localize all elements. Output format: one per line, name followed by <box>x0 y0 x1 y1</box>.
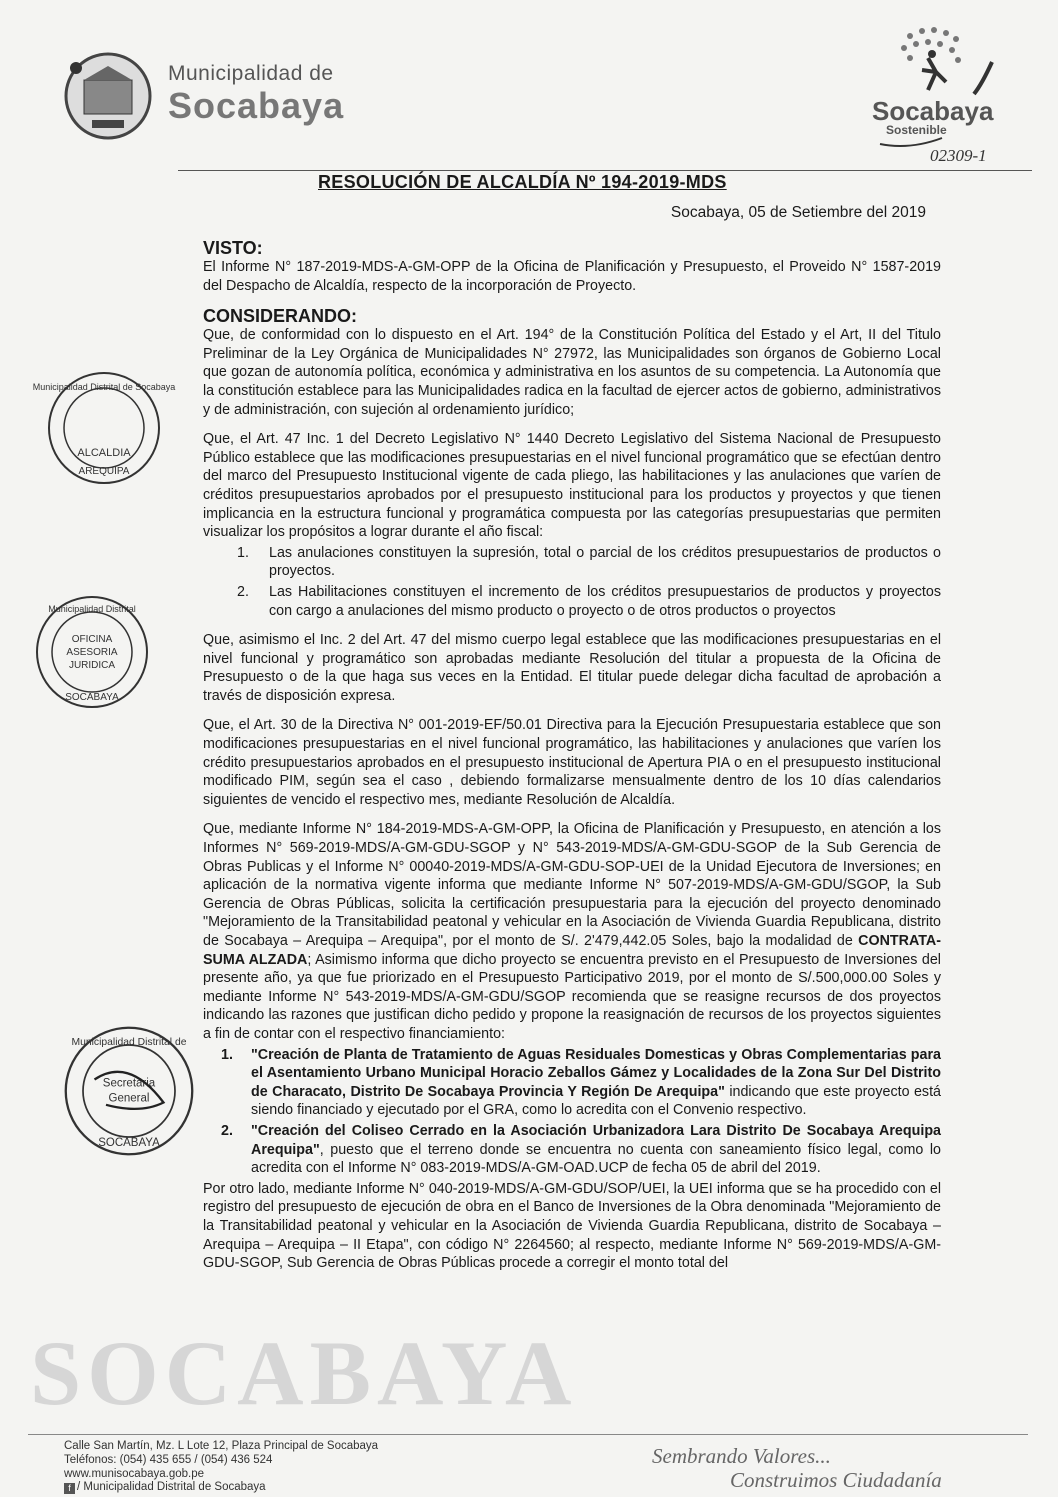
stamp-text: JURIDICA <box>68 660 116 671</box>
list-item: 1. Las anulaciones constituyen la supresión, total o parcial de los créditos presupuestarios de productos o proyectos. <box>237 544 941 580</box>
visto-heading: VISTO: <box>203 238 263 258</box>
municipality-name: Socabaya <box>168 85 345 126</box>
resolution-date: Socabaya, 05 de Setiembre del 2019 <box>670 204 926 221</box>
footer-divider <box>28 1434 1028 1435</box>
municipality-prefix: Municipalidad de <box>168 62 334 85</box>
brand-name: Socabaya <box>872 96 994 126</box>
slogan-line-1: Sembrando Valores... <box>652 1444 831 1468</box>
list-item: 1. "Creación de Planta de Tratamiento de Aguas Residuales Domesticas y Obras Complementarias para el Asentamiento Urbano Municipal Horacio Zeballos Gámez y Localidades de la Zona Sur Del Distrito de Characato, Distrito De Socabaya Provincia Y Región De Arequipa" indicando que este proyecto está siendo financiado y ejecutado por el GRA, como lo acredita con el Convenio respectivo. <box>221 1046 942 1119</box>
list-item: 2. Las Habilitaciones constituyen el incremento de los créditos presupuestarios de productos y proyectos con cargo a anulaciones del mismo producto o proyecto o de otros productos o proyectos <box>237 583 941 619</box>
projects-list <box>203 1046 941 1178</box>
paragraph-1: Que, de conformidad con lo dispuesto en el Art. 194° de la Constitución Política del Estado y el Art, II del Titulo Preliminar de la Ley Orgánica de Municipalidades N° 27972, las Municipalidades son órganos de Gobierno Local que gozan de autonomía política, económica y administrativa en los asuntos de su competencia. La Autonomía que la constitución establece para las Municipalidades radica en la facultad de ejercer actos de gobierno, administrativos y de administración, con sujeción al ordenamiento jurídico; <box>203 327 941 418</box>
letterhead <box>0 0 1058 180</box>
footer-website[interactable]: www.munisocabaya.gob.pe <box>64 1468 204 1480</box>
stamp-text: Municipalidad Distrital de <box>71 1037 187 1048</box>
list-item: 2. "Creación del Coliseo Cerrado en la Asociación Urbanizadora Lara Distrito De Socabaya Arequipa Arequipa", puesto que el terreno donde se encuentra no cuenta con saneamiento físico legal, como lo acredita con el Informe N° 083-2019-MDS/A-GM-OAD.UCP de fecha 05 de abril del 2019. <box>221 1122 941 1177</box>
document-body <box>203 238 941 1284</box>
slogan-line-2: Construimos Ciudadanía <box>730 1468 942 1492</box>
stamp-text: General <box>108 1092 150 1105</box>
modality-text: CONTRATA-SUMA ALZADA <box>203 933 941 968</box>
footer-address: Calle San Martín, Mz. L Lote 12, Plaza Principal de Socabaya <box>64 1440 379 1452</box>
paragraph-6: Por otro lado, mediante Informe N° 040-2019-MDS/A-GM-GDU/SOP/UEI, la UEI informa que se ha procedido con el registro del presupuesto de ejecución de obra en el Banco de Inversiones de la Obra denominada "Mejoramiento de la Transitabilidad peatonal y vehicular en la Asociación de Vivienda Guardia Republicana, distrito de Socabaya – Arequipa – Arequipa – II Etapa", con código N° 2264560; al respecto, mediante Informe N° 569-2019-MDS/A-GM-GDU-SGOP, Sub Gerencia de Obras Públicas procede a corregir el monto total del <box>203 1180 941 1272</box>
paragraph-4: Que, el Art. 30 de la Directiva N° 001-2019-EF/50.01 Directiva para la Ejecución Presupuestaria establece que son modificaciones presupuestarias en el nivel funcional programático, las habilitaciones y anulaciones que varíen los crédito presupuestarios aprobados en el presupuesto institucional de Apertura PIA o en el presupuesto institucional modificado PIM, según sea el caso , debiendo formalizarse mensualmente dentro de los 10 días calendarios siguientes de vencido el respectivo mes, mediante Resolución de Alcaldía. <box>203 717 941 808</box>
brand-subtitle: Sostenible <box>886 123 947 137</box>
footer-phones: Teléfonos: (054) 435 655 / (054) 436 524 <box>64 1454 273 1466</box>
paragraph-5: Que, mediante Informe N° 184-2019-MDS-A-GM-OPP, la Oficina de Planificación y Presupuesto, en atención a los Informes N° 569-2019-MDS/A-GM-GDU-SGOP y N° 543-2019-MDS/A-GM-GDU-SGOP de la Sub Gerencia de Obras Publicas y el Informe N° 00040-2019-MDS/A-GM-GDU-SOP-UEI de la Unidad Ejecutora de Inversiones; en aplicación de la normativa vigente informa que mediante Informe N° 507-2019-MDS/A-GM-GDU/SGOP, la Sub Gerencia de Obras Públicas, solicita la certificación presupuestaria para la ejecución del proyecto denominado "Mejoramiento de la Transitabilidad peatonal y vehicular en la Asociación de Vivienda Guardia Republicana, distrito de Socabaya – Arequipa – Arequipa", por el monto de S/. 2'479,442.05 Soles, bajo la modalidad de CONTRATA-SUMA ALZADA; Asimismo informa que dicho proyecto se encuentra previsto en el Presupuesto de Inversiones del presente año, ya que fue priorizado en el Presupuesto Participativo 2019, por el monto de S/.500,000.00 Soles y mediante Informe N° 543-2019-MDS/A-GM-GDU/SGOP recomienda que se reasigne recursos de dos proyectos indicando las razones que justifican dicho pedido y propone la reasignación de recursos de los proyectos siguientes a fin de contar con el respectivo financiamiento: <box>203 821 941 1042</box>
resolution-title: RESOLUCIÓN DE ALCALDÍA Nº 194-2019-MDS <box>318 172 727 192</box>
stamp-text: AREQUIPA <box>78 466 130 477</box>
anulaciones-list <box>203 544 941 620</box>
visto-text: El Informe N° 187-2019-MDS-A-GM-OPP de la Oficina de Planificación y Presupuesto, el Proveido N° 1587-2019 del Despacho de Alcaldía, respecto de la incorporación de Proyecto. <box>203 259 941 294</box>
paragraph-2: Que, el Art. 47 Inc. 1 del Decreto Legislativo N° 1440 Decreto Legislativo del Sistema Nacional de Presupuesto Público establece que las modificaciones presupuestarias en el nivel funcional programático que se efectúan dentro del marco del Presupuesto Institucional vigente de cada pliego, las habilitaciones y las anulaciones que varíen de créditos presupuestarios aprobados por el presupuesto institucional para los productos y proyectos y que tienen implicancia en la estructura funcional y programática compuesta por las categorías presupuestarias que permiten visualizar los propósitos a lograr durante el año fiscal: <box>203 431 941 541</box>
stamp-text: ALCALDIA <box>77 447 131 459</box>
stamp-text: Municipalidad Distrital <box>48 604 136 614</box>
secretaria-general-stamp <box>60 1022 198 1160</box>
header-divider <box>178 170 1032 171</box>
considerando-heading: CONSIDERANDO: <box>203 306 358 327</box>
alcaldia-stamp <box>32 368 176 488</box>
stamp-text: SOCABAYA <box>98 1137 160 1150</box>
stamp-text: ASESORIA <box>66 647 118 658</box>
municipal-crest-icon <box>62 50 154 142</box>
paragraph-3: Que, asimismo el Inc. 2 del Art. 47 del mismo cuerpo legal establece que las modificaciones presupuestarias en el nivel funcional y programático son aprobadas mediante Resolución del titular a propuesta de la Oficina de Presupuesto o de la que haga sus veces en la Entidad. El titular puede delegar dicha facultad de aprobación a través de disposición expresa. <box>203 632 941 704</box>
stamp-text: OFICINA <box>71 634 113 645</box>
asesoria-juridica-stamp <box>32 592 152 712</box>
handwritten-code: 02309-1 <box>930 146 987 165</box>
stamp-text: Secretaria <box>102 1077 156 1090</box>
facebook-icon: f <box>64 1483 75 1494</box>
facebook-label: / Municipalidad Distrital de Socabaya <box>77 1481 266 1493</box>
stamp-text: SOCABAYA <box>65 692 119 703</box>
watermark-text: SOCABAYA <box>30 1322 578 1424</box>
footer-facebook[interactable] <box>64 1481 266 1494</box>
stamp-text: Municipalidad Distrital de Socabaya <box>32 382 176 392</box>
